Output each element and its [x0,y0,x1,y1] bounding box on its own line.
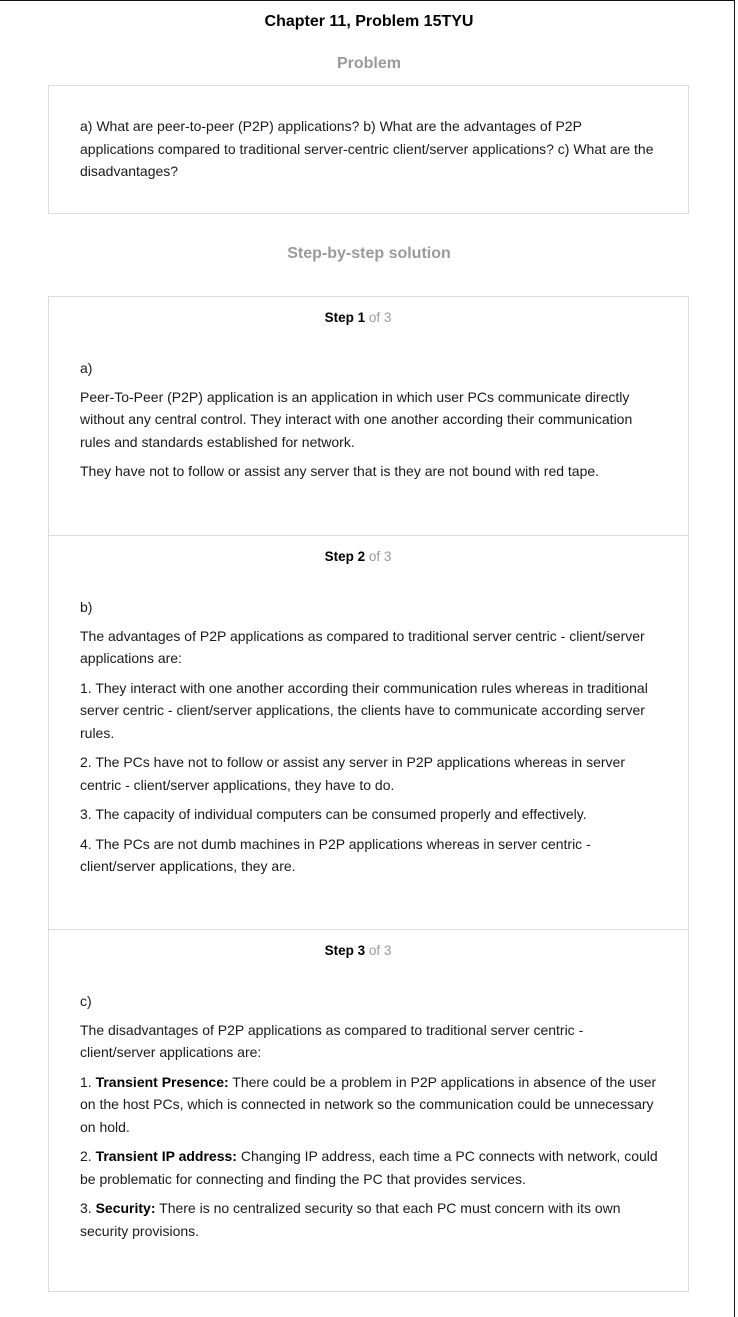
term: Transient IP address: [95,1148,237,1164]
step-paragraph: Peer-To-Peer (P2P) application is an application in which user PCs communicate directly without any central control. They interact with one another according their communication rules and standards established for network. [80,388,633,450]
step-3-body [80,990,662,1249]
step-paragraph: They have not to follow or assist any server that is they are not bound with red tape. [80,463,600,479]
problem-box [48,85,689,214]
step-2-header: Step 2 of 3 [324,549,392,564]
step-2 [49,535,688,929]
solution-heading: Step-by-step solution [287,245,451,262]
step-paragraph: The advantages of P2P applications as compared to traditional server centric - client/server applications are: [80,627,645,666]
problem-heading: Problem [336,55,401,72]
disadvantage-item: 1. Transient Presence: There could be a problem in P2P applications in absence of the user on the host PCs, which is connected in network so the communication could be unnecessary on hold. [80,1073,657,1135]
step-1-body [80,357,662,490]
step-label: a) [80,360,93,376]
solution-steps [48,296,689,1292]
step-paragraph: 1. They interact with one another according their communication rules whereas in traditional server centric - client/server applications, the clients have to communicate according server rules. [80,679,648,741]
step-3 [49,929,688,1291]
step-paragraph: 2. The PCs have not to follow or assist any server in P2P applications whereas in server centric - client/server applications, they have to do. [80,754,625,793]
term: Transient Presence: [95,1073,229,1090]
problem-text: a) What are peer-to-peer (P2P) applications? b) What are the advantages of P2P applications compared to traditional server-centric client/server applications? c) What are the disadvantages? [80,118,654,179]
disadvantage-item: 3. Security: There is no centralized security so that each PC must concern with its own security provisions. [80,1200,621,1239]
step-1-header: Step 1 of 3 [324,310,392,325]
step-paragraph: 4. The PCs are not dumb machines in P2P applications whereas in server centric - client/server applications, they are. [80,835,591,874]
step-1 [49,297,688,535]
step-3-header: Step 3 of 3 [324,943,392,958]
page-title: Chapter 11, Problem 15TYU [264,13,474,30]
step-paragraph: 3. The capacity of individual computers can be consumed properly and effectively. [80,806,587,822]
disadvantage-item: 2. Transient IP address: Changing IP address, each time a PC connects with network, could be problematic for connecting and finding the PC that provides services. [80,1148,658,1187]
step-label: c) [80,993,92,1009]
step-paragraph: The disadvantages of P2P applications as compared to traditional server centric - client/server applications are: [80,1021,584,1060]
step-label: b) [80,599,93,615]
term: Security: [95,1200,156,1216]
step-2-body [80,596,662,885]
